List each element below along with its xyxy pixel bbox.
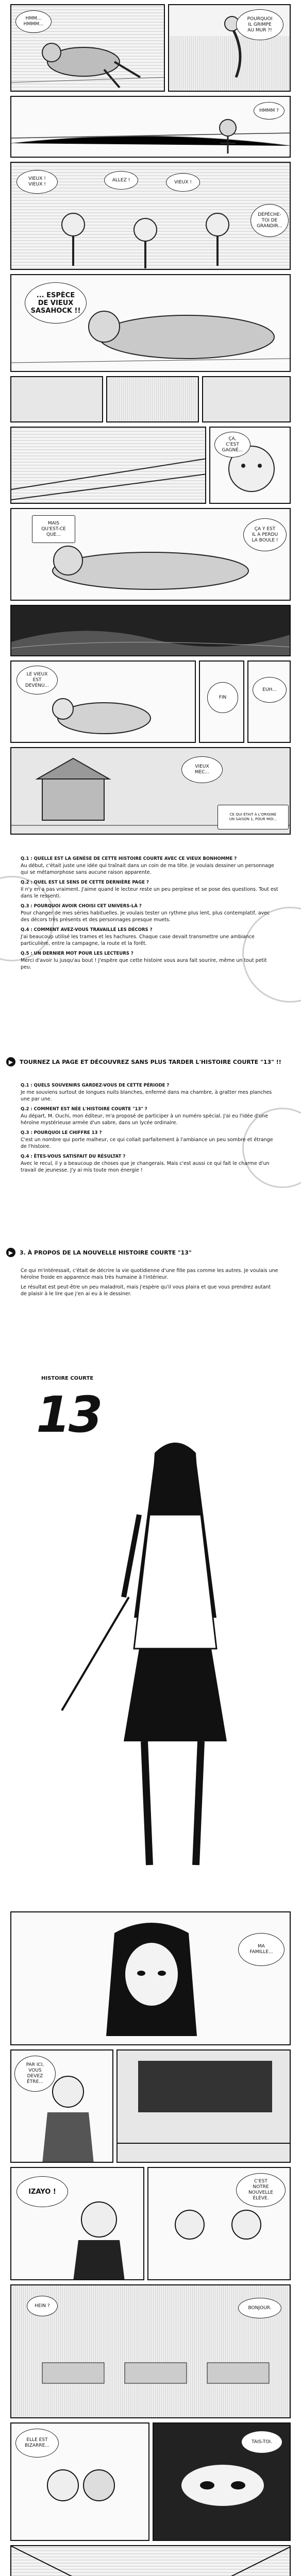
panel-classroom-a	[10, 2049, 113, 2163]
panel-shrine	[10, 747, 291, 835]
speech-bubble-hein: HEIN ?	[27, 2296, 58, 2316]
speech-bubble-13: FIN	[207, 682, 238, 713]
interview-question: Q.3 : POURQUOI LE CHIFFRE 13 ?	[21, 1130, 102, 1136]
interview-answer: Ce qui m'intéressait, c'était de décrire la vie quotidienne d'une fille pas comme les autres. Je voulais une héroïne froide en apparence mais très humaine à l'intérieur.	[21, 1268, 278, 1280]
interview-question: Q.1 : QUELS SOUVENIRS GARDEZ-VOUS DE CETTE PÉRIODE ?	[21, 1083, 170, 1088]
panel-name-call	[10, 2167, 144, 2280]
speech-bubble-6: VIEUX !	[166, 173, 200, 192]
panel-hallway	[10, 2545, 291, 2576]
section-three-banner	[0, 1247, 301, 1258]
interview-question: Q.1 : QUELLE EST LA GENÈSE DE CETTE HISTOIRE COURTE AVEC CE VIEUX BONHOMME ?	[21, 856, 237, 861]
interview-two	[21, 1082, 278, 1177]
interview-answer: Le résultat est peut-être un peu maladroit, mais j'espère qu'il vous plaira et que vous prendrez autant de plaisir à le lire que j'en ai eu à le dessiner.	[21, 1284, 271, 1297]
panel-end-b	[247, 660, 291, 743]
panel-old-man	[10, 274, 291, 372]
panel-road-b	[106, 376, 199, 422]
blackboard	[118, 2050, 291, 2163]
interview-three	[21, 1267, 278, 1300]
panel-shouting	[10, 162, 291, 270]
interview-question: Q.2 : QUEL EST LE SENS DE CETTE DERNIÈRE PAGE ?	[21, 880, 149, 885]
speech-bubble-2: POURQUOI IL GRIMPE AU MUR ?!	[236, 9, 283, 40]
interview-answer: Il n'y en a pas vraiment. J'aime quand le lecteur reste un peu perplexe et se pose des questions. Tout est dans le ressenti.	[21, 887, 278, 899]
interview-answer: Avec le recul, il y a beaucoup de choses que je changerais. Mais c'est aussi ce qui fait le charme d'un travail de jeunesse. J'y ai mis toute mon énergie !	[21, 1161, 270, 1173]
figure-girl-with-sword	[0, 1381, 301, 1896]
next-story-banner	[0, 1056, 301, 1067]
banner-label: 3. À PROPOS DE LA NOUVELLE HISTOIRE COURTE "13"	[20, 1249, 192, 1256]
speech-bubble-teacher: PAR ICI, VOUS DEVEZ ÊTRE...	[14, 2056, 56, 2092]
speech-bubble-9: ÇA, C'EST GAGNÉ...	[214, 432, 250, 457]
story-one-strip	[0, 0, 301, 840]
panel-desks	[10, 2284, 291, 2418]
speech-bubble-1: HMM... HMMM...	[15, 10, 52, 33]
panel-forest	[10, 605, 291, 656]
panel-road-a	[10, 376, 103, 422]
speech-bubble-14: EUH...	[253, 677, 287, 703]
panel-end-a	[199, 660, 244, 743]
figure-shouting-crowd	[11, 163, 291, 270]
panel-whisper	[10, 2422, 149, 2541]
banner-label: TOURNEZ LA PAGE ET DÉCOUVREZ SANS PLUS TARDER L'HISTOIRE COURTE "13" !!	[20, 1058, 281, 1065]
speech-bubble-hello: BONJOUR.	[238, 2298, 281, 2318]
interview-question: Q.2 : COMMENT EST NÉE L'HISTOIRE COURTE "13" ?	[21, 1107, 147, 1112]
speech-bubble-16: CE QUI ÉTAIT À L'ORIGINE UN SAISON 1, POUR MOI...	[218, 805, 289, 829]
speech-bubble-5: ALLEZ !	[104, 171, 138, 190]
interview-one	[21, 855, 278, 974]
chapter-number: 13	[36, 1386, 101, 1444]
hallway	[11, 2546, 291, 2576]
speech-bubble-12: LE VIEUX EST DEVENU...	[16, 666, 58, 694]
speech-bubble-4: VIEUX ! VIEUX !	[16, 170, 58, 194]
speech-bubble-10: MAIS QU'EST-CE QUE...	[32, 515, 75, 543]
speech-bubble-8: ... ESPÈCE DE VIEUX SASAHOCK !!	[25, 282, 87, 324]
speech-bubble-15: VIEUX MEC...	[181, 756, 223, 783]
interview-answer: C'est un nombre qui porte malheur, ce qui collait parfaitement à l'ambiance un peu sombre et étrange de l'histoire.	[21, 1137, 273, 1149]
panel-girl-portrait	[10, 1911, 291, 2045]
interview-answer: Merci d'avoir lu jusqu'au bout ! J'espère que cette histoire vous aura fait sourire, même un tout petit peu.	[21, 958, 267, 970]
interview-answer: J'ai beaucoup utilisé les trames et les hachures. Chaque case devait transmettre une ambiance particulière, entre la campagne, la route et la forêt.	[21, 934, 255, 946]
interview-question: Q.3 : POURQUOI AVOIR CHOISI CET UNIVERS-LÀ ?	[21, 904, 142, 909]
panel-grass	[10, 96, 291, 158]
panel-izayo-close	[153, 2422, 291, 2541]
chapter-title-page	[0, 1340, 301, 1901]
interview-question: Q.4 : ÊTES-VOUS SATISFAIT DU RÉSULTAT ?	[21, 1154, 126, 1159]
panel-transform	[10, 508, 291, 601]
grass-landscape	[11, 97, 291, 158]
forest-landscape	[11, 606, 291, 656]
panel-dog	[10, 660, 196, 743]
interview-question: Q.5 : UN DERNIER MOT POUR LES LECTEURS ?	[21, 951, 133, 956]
panel-road-c	[202, 376, 291, 422]
story-two-strip	[0, 1906, 301, 2576]
arrow-right-icon: ▶	[6, 1057, 15, 1066]
speech-bubble-11: ÇA Y EST IL A PERDU LA BOULE !	[243, 518, 287, 551]
road-landscape	[11, 428, 206, 504]
arrow-right-icon: ▶	[6, 1248, 15, 1257]
chapter-label: HISTOIRE COURTE	[41, 1376, 94, 1381]
interview-answer: Au départ, M. Ouchi, mon éditeur, m'a proposé de participer à un numéro spécial. J'ai eu l'idée d'une héroïne mystérieuse armée d'un sabre, dans un lycée ordinaire.	[21, 1113, 269, 1126]
speech-bubble-shut-up: TAIS-TOI.	[241, 2431, 282, 2453]
panel-classroom-b	[116, 2049, 291, 2163]
speech-bubble-izayo: IZAYO !	[16, 2176, 68, 2207]
panel-classmates	[147, 2167, 291, 2280]
speech-bubble-weird: ELLE EST BIZARRE...	[15, 2429, 59, 2458]
speech-bubble-new-student: C'EST NOTRE NOUVELLE ÉLÈVE.	[236, 2173, 286, 2207]
interview-answer: Je me souviens surtout de longues nuits blanches, enfermé dans ma chambre, à gratter mes planches une par une.	[21, 1090, 272, 1102]
panel-wall	[168, 4, 291, 92]
figure-student	[11, 2168, 144, 2280]
interview-answer: Pour changer de mes séries habituelles. Je voulais tester un rythme plus lent, plus contemplatif, avec des décors très présents et des personnages presque muets.	[21, 910, 270, 923]
figure-girl-face	[11, 1912, 291, 2045]
interview-answer: Au début, c'était juste une idée qui traînait dans un coin de ma tête. Je voulais dessiner un personnage qui se métamorphose sans aucune raison apparente.	[21, 863, 274, 875]
panel-road-wide	[10, 427, 206, 504]
interview-question: Q.4 : COMMENT AVEZ-VOUS TRAVAILLÉ LES DÉCORS ?	[21, 927, 153, 933]
speech-bubble-girl: MA FAMILLE...	[238, 1933, 285, 1966]
speech-bubble-7: DÉPÊCHE- TOI DE GRANDIR...	[250, 204, 289, 237]
speech-bubble-3: HMMM ?	[254, 102, 285, 120]
panel-field	[10, 4, 165, 92]
panel-face	[209, 427, 291, 504]
